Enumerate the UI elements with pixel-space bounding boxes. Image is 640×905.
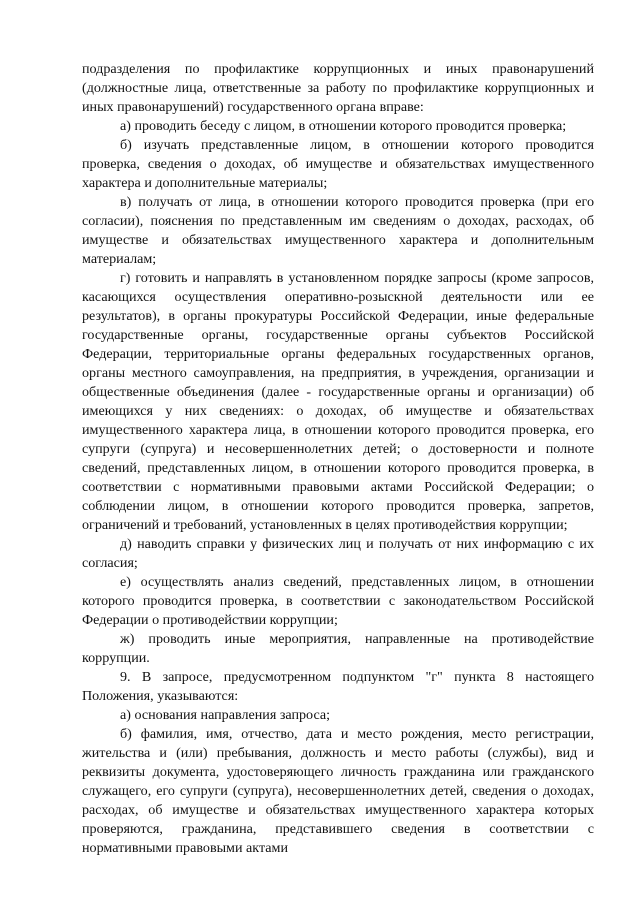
paragraph-intro: подразделения по профилактике коррупционных и иных правонарушений (должностные лица, ответственные за работу по профилактике коррупционных и иных правонарушений) государственного органа вправе: xyxy=(82,61,594,115)
document-page xyxy=(82,60,594,858)
paragraph-item-g: г) готовить и направлять в установленном порядке запросы (кроме запросов, касающихся осуществления оперативно-розыскной деятельности или ее результатов), в органы прокуратуры Российской Федерации, иные федеральные государственные органы, государственные органы субъектов Российской Федерации, территориальные органы федеральных государственных органов, органы местного самоуправления, на предприятия, в учреждения, организации и общественные объединения (далее - государственные органы и организации) об имеющихся у них сведениях: о доходах, об имуществе и обязательствах имущественного характера лица, в отношении которого проводится проверка, его супруги (супруга) и несовершеннолетних детей; о достоверности и полноте сведений, представленных лицом, в отношении которого проводится проверка, в соответствии с нормативными правовыми актами Российской Федерации; о соблюдении лицом, в отношении которого проводится проверка, запретов, ограничений и требований, установленных в целях противодействия коррупции; xyxy=(82,270,594,533)
paragraph-section-9-a: а) основания направления запроса; xyxy=(120,707,331,723)
paragraph-item-b: б) изучать представленные лицом, в отношении которого проводится проверка, сведения о доходах, об имуществе и обязательствах имущественного характера и дополнительные материалы; xyxy=(82,137,594,191)
paragraph-section-9-b: б) фамилия, имя, отчество, дата и место рождения, место регистрации, жительства и (или) пребывания, должность и место работы (службы), вид и реквизиты документа, удостоверяющего личность гражданина или гражданского служащего, его супруги (супруга), несовершеннолетних детей, сведения о доходах, расходах, об имуществе и обязательствах имущественного характера которых проверяются, гражданина, представившего сведения в соответствии с нормативными правовыми актами xyxy=(82,726,594,856)
paragraph-item-a: а) проводить беседу с лицом, в отношении которого проводится проверка; xyxy=(120,118,567,134)
paragraph-item-e: е) осуществлять анализ сведений, представленных лицом, в отношении которого проводится проверка, в соответствии с законодательством Российской Федерации о противодействии коррупции; xyxy=(82,574,594,628)
paragraph-section-9: 9. В запросе, предусмотренном подпунктом "г" пункта 8 настоящего Положения, указываются: xyxy=(82,669,594,704)
paragraph-item-zh: ж) проводить иные мероприятия, направленные на противодействие коррупции. xyxy=(82,631,594,666)
paragraph-item-v: в) получать от лица, в отношении которого проводится проверка (при его согласии), пояснения по представленным им сведениям о доходах, расходах, об имуществе и обязательствах имущественного характера и дополнительным материалам; xyxy=(82,194,594,267)
paragraph-item-d: д) наводить справки у физических лиц и получать от них информацию с их согласия; xyxy=(82,536,594,571)
